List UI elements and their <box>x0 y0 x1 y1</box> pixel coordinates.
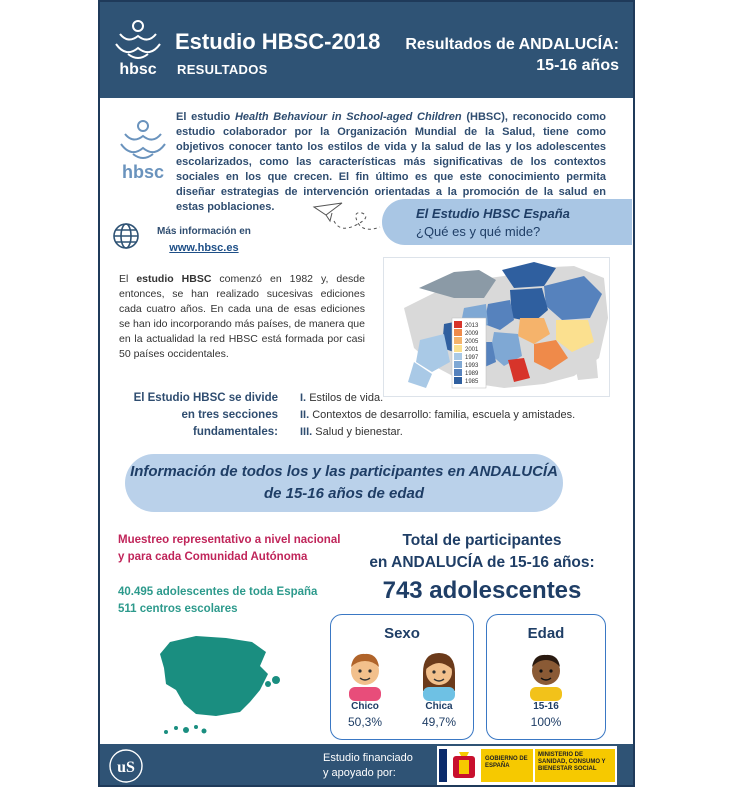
map-legend <box>452 318 486 388</box>
history-post: comenzó en 1982 y, desde entonces, se han realizado sucesivas ediciones cada cuatro años. En cada una de esas ediciones se han ido incorporando más países, de manera que en la actualidad la red HBSC está formada por casi 50 países occidentales. <box>119 273 365 360</box>
info-pill-line1: Información de todos los y las participantes en ANDALUCÍA <box>130 463 558 480</box>
more-info <box>157 224 251 256</box>
infographic-page <box>98 0 635 787</box>
age-value: 100% <box>530 715 562 729</box>
spain-map-icon <box>156 632 286 737</box>
study-spain-pill <box>382 199 632 245</box>
study-spain-subtitle: ¿Qué es y qué mide? <box>416 224 541 239</box>
section-item <box>300 390 575 407</box>
hbsc-spain-logo-icon <box>113 116 173 196</box>
intro-post: (HBSC), reconocido como estudio colaborador por la Organización Mundial de la Salud, tiene como objetivos conocer tanto los estilos de vida y la salud de las y los adolescentes escolarizados, como las características más significativas de los contextos sociales en los que crecen. El fin último es que este conocimiento permita diseñar estrategias de intervención orientadas a la promoción de la salud en estas poblaciones. <box>176 111 606 213</box>
spain-coat-of-arms-icon <box>451 750 477 781</box>
info-pill-line2: de 15-16 años de edad <box>263 485 425 502</box>
funding-line1: Estudio financiado <box>323 752 413 764</box>
legend-year: 1985 <box>465 379 479 385</box>
ministry-text: MINISTERIO DE SANIDAD, CONSUMO Y BIENESTAR SOCIAL <box>538 752 606 772</box>
government-text: GOBIERNO DE ESPAÑA <box>485 756 528 769</box>
sections-label: El Estudio HBSC se divide en tres secciones fundamentales: <box>133 392 278 438</box>
legend-swatch <box>454 321 462 328</box>
legend-swatch <box>454 329 462 336</box>
age-label: 15-16 <box>533 701 559 712</box>
intro-pre: El estudio <box>176 111 235 123</box>
legend-year: 2013 <box>465 323 479 329</box>
boy-value: 50,3% <box>347 715 383 729</box>
legend-year: 1997 <box>465 355 479 361</box>
university-seal-icon <box>108 748 144 784</box>
government-logo <box>437 746 617 785</box>
legend-year: 1989 <box>465 371 479 377</box>
national-stats <box>118 584 317 618</box>
hbsc-link[interactable]: www.hbsc.es <box>169 242 239 254</box>
girl-avatar-icon <box>417 649 461 701</box>
total-participants-value: 743 adolescentes <box>382 577 582 604</box>
study-spain-title: El Estudio HBSC España <box>416 206 570 221</box>
region-line: Resultados de ANDALUCÍA: <box>405 36 619 53</box>
total-line2: en ANDALUCÍA de 15-16 años: <box>369 554 595 571</box>
funding-note <box>323 751 413 781</box>
boy-label: Chico <box>351 701 379 712</box>
hbsc-logo-icon <box>108 14 168 89</box>
section-text: Salud y bienestar. <box>315 426 403 438</box>
globe-icon <box>112 222 140 250</box>
girl-value: 49,7% <box>421 715 457 729</box>
eu-flag-strip <box>439 749 447 782</box>
section-text: Estilos de vida. <box>309 392 384 404</box>
section-num: II. <box>300 409 310 421</box>
region-heading <box>405 34 619 76</box>
svg-text:hbsc: hbsc <box>119 61 157 78</box>
section-item <box>300 407 575 424</box>
svg-text:hbsc: hbsc <box>121 162 165 182</box>
legend-year: 2001 <box>465 347 479 353</box>
page-subtitle: RESULTADOS <box>177 62 268 77</box>
total-participants-heading <box>332 530 632 574</box>
legend-year: 2009 <box>465 331 479 337</box>
funding-line2: y apoyado por: <box>323 767 396 779</box>
page-title: Estudio HBSC-2018 <box>175 29 381 54</box>
boy-avatar-icon <box>343 649 387 701</box>
intro-study-name: Health Behaviour in School-aged Children <box>234 111 462 123</box>
section-text: Contextos de desarrollo: familia, escuela y amistades. <box>312 409 576 421</box>
legend-swatch <box>454 353 462 360</box>
legend-swatch <box>454 369 462 376</box>
age-title: Edad <box>527 625 565 642</box>
legend-swatch <box>454 377 462 384</box>
legend-swatch <box>454 345 462 352</box>
legend-swatch <box>454 361 462 368</box>
section-num: I. <box>300 392 307 404</box>
europe-membership-map <box>383 257 610 397</box>
footer-banner <box>100 744 633 787</box>
svg-text:uS: uS <box>117 759 135 776</box>
history-bold: estudio HBSC <box>136 273 212 285</box>
total-line1: Total de participantes <box>402 532 562 549</box>
more-info-label: Más información en <box>157 226 251 237</box>
sampling-line1: Muestreo representativo a nivel nacional <box>118 534 341 546</box>
history-paragraph <box>119 272 365 362</box>
stat-adolescents: 40.495 adolescentes de toda España <box>118 586 318 598</box>
legend-year: 2005 <box>465 339 479 345</box>
sampling-line2: y para cada Comunidad Autónoma <box>118 551 308 563</box>
age-breakdown-card <box>486 614 606 740</box>
section-num: III. <box>300 426 313 438</box>
legend-swatch <box>454 337 462 344</box>
legend-year: 1993 <box>465 363 479 369</box>
header-banner <box>100 2 633 98</box>
age-line: 15-16 años <box>536 57 619 74</box>
history-pre: El <box>119 273 137 285</box>
girl-label: Chica <box>425 701 453 712</box>
section-item <box>300 424 575 441</box>
teen-avatar-icon <box>524 649 568 701</box>
participants-info-pill <box>125 454 563 512</box>
sex-breakdown-card <box>330 614 474 740</box>
stat-schools: 511 centros escolares <box>118 603 238 615</box>
paper-plane-icon <box>312 199 382 239</box>
sex-title: Sexo <box>384 625 420 642</box>
sampling-note <box>118 532 340 566</box>
sections-list <box>300 390 575 441</box>
